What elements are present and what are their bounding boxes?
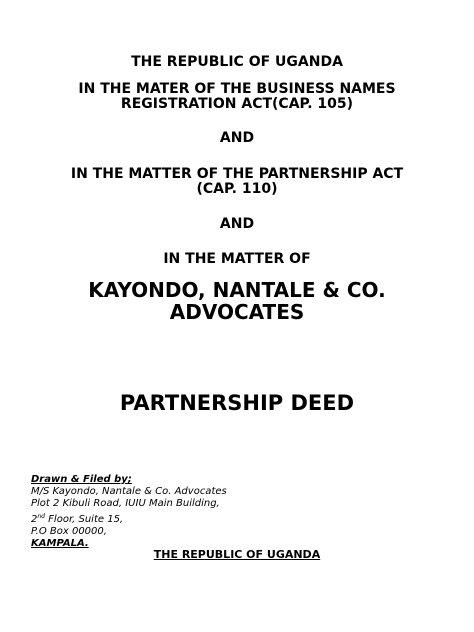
filer-po-box: P.O Box 00000,	[31, 525, 107, 537]
drawn-filed-block	[31, 474, 227, 550]
floor-number: 2	[31, 513, 38, 525]
and-separator-1: AND	[219, 130, 255, 146]
partnership-act-matter-line1: IN THE MATTER OF THE PARTNERSHIP ACT	[70, 166, 404, 182]
filer-address-floor	[31, 511, 227, 526]
filer-city: KAMPALA.	[31, 538, 89, 550]
drawn-filed-heading-text: Drawn & Filed by	[31, 474, 128, 485]
footer-republic: THE REPUBLIC OF UGANDA	[153, 548, 321, 561]
business-names-matter-line2: REGISTRATION ACT(CAP. 105)	[120, 96, 354, 112]
republic-heading: THE REPUBLIC OF UGANDA	[131, 54, 343, 70]
in-the-matter-of: IN THE MATTER OF	[163, 251, 311, 267]
firm-name-line1: KAYONDO, NANTALE & CO.	[88, 278, 386, 302]
firm-name-line2: ADVOCATES	[169, 300, 305, 324]
drawn-filed-heading	[31, 474, 227, 486]
filer-name: M/S Kayondo, Nantale & Co. Advocates	[31, 486, 227, 498]
partnership-act-matter-line2: (CAP. 110)	[196, 181, 278, 197]
and-separator-2: AND	[219, 216, 255, 232]
filer-address-plot: Plot 2 Kibuli Road, IUIU Main Building,	[31, 498, 220, 510]
business-names-matter-line1: IN THE MATER OF THE BUSINESS NAMES	[78, 81, 396, 97]
drawn-filed-heading-suffix: ;	[127, 474, 132, 485]
floor-ordinal-suffix: nd	[37, 512, 45, 520]
floor-suite: Floor, Suite 15,	[45, 513, 124, 525]
deed-title: PARTNERSHIP DEED	[119, 391, 355, 415]
